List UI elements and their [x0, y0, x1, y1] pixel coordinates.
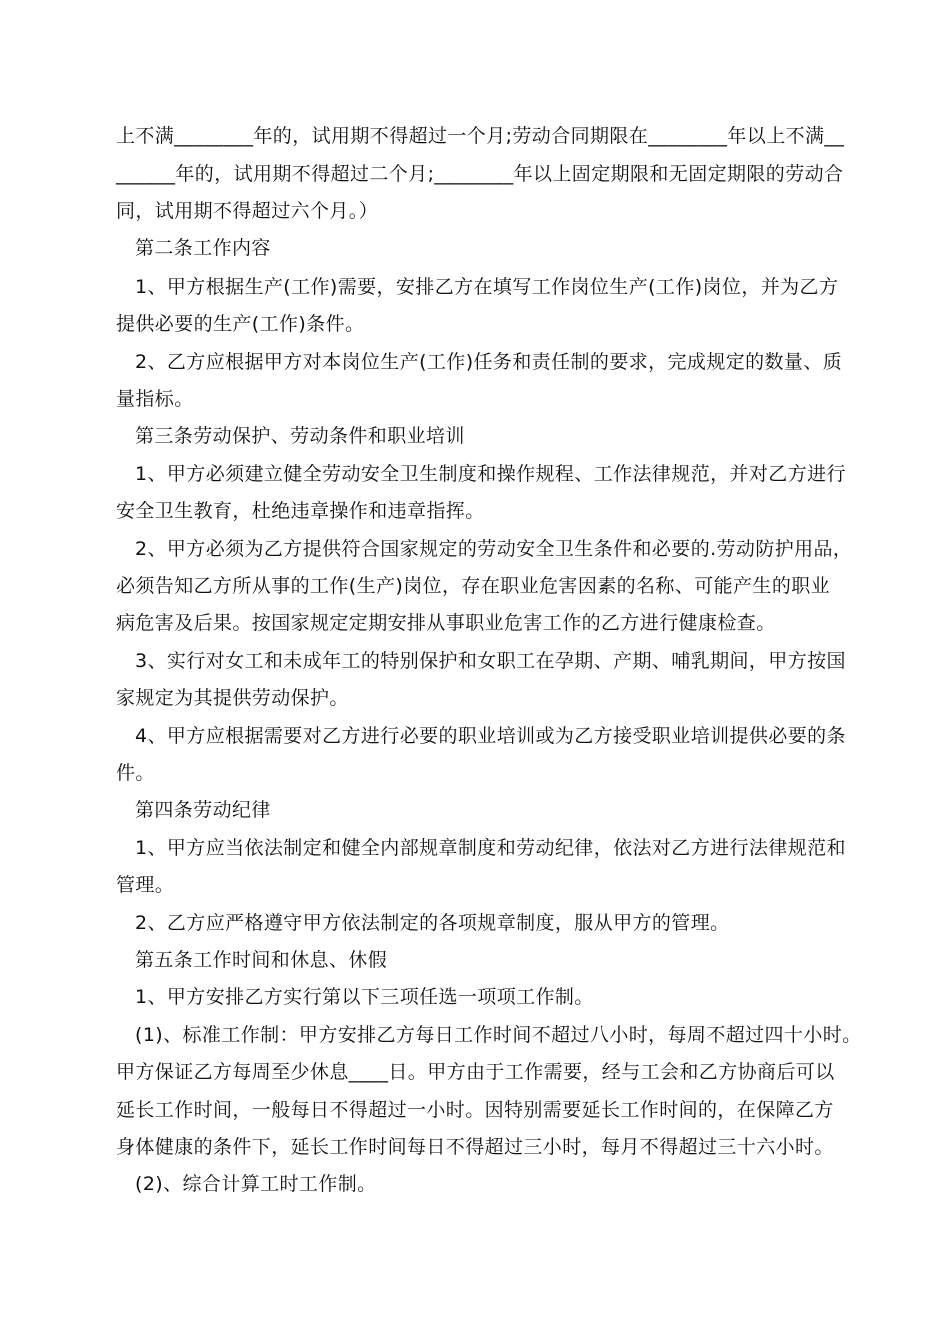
paragraph-line: ______年的，试用期不得超过二个月;________年以上固定期限和无固定期限的劳动合: [116, 163, 844, 185]
paragraph-line: 2、乙方应根据甲方对本岗位生产(工作)任务和责任制的要求，完成规定的数量、质: [135, 351, 843, 373]
paragraph-line: 提供必要的生产(工作)条件。: [116, 313, 365, 335]
paragraph-line: 3、实行对女工和未成年工的特别保护和女职工在孕期、产期、哺乳期间，甲方按国: [135, 650, 846, 672]
section-heading: 第五条工作时间和休息、休假: [135, 949, 388, 971]
paragraph-line: 管理。: [116, 874, 175, 896]
paragraph-line: 1、甲方应当依法制定和健全内部规章制度和劳动纪律，依法对乙方进行法律规范和: [135, 837, 846, 859]
section-heading: 第二条工作内容: [135, 237, 271, 259]
paragraph-line: 件。: [116, 762, 155, 784]
paragraph-line: 1、甲方必须建立健全劳动安全卫生制度和操作规程、工作法律规范，并对乙方进行: [135, 463, 846, 485]
paragraph-line: 2、乙方应严格遵守甲方依法制定的各项规章制度，服从甲方的管理。: [135, 912, 730, 934]
section-heading: 第三条劳动保护、劳动条件和职业培训: [135, 425, 465, 447]
paragraph-line: 安全卫生教育，杜绝违章操作和违章指挥。: [116, 500, 485, 522]
paragraph-line: 1、甲方安排乙方实行第以下三项任选一项项工作制。: [135, 986, 594, 1008]
paragraph-line: 甲方保证乙方每周至少休息____日。甲方由于工作需要，经与工会和乙方协商后可以: [116, 1061, 835, 1083]
paragraph-line: 4、甲方应根据需要对乙方进行必要的职业培训或为乙方接受职业培训提供必要的条: [135, 725, 846, 747]
paragraph-line: 身体健康的条件下，延长工作时间每日不得超过三小时，每月不得超过三十六小时。: [116, 1136, 834, 1158]
paragraph-line: 必须告知乙方所从事的工作(生产)岗位，存在职业危害因素的名称、可能产生的职业: [116, 575, 831, 597]
paragraph-line: (1)、标准工作制：甲方安排乙方每日工作时间不超过八小时，每周不超过四十小时。: [135, 1024, 862, 1046]
section-heading: 第四条劳动纪律: [135, 799, 271, 821]
paragraph-line: 1、甲方根据生产(工作)需要，安排乙方在填写工作岗位生产(工作)岗位，并为乙方: [135, 276, 839, 298]
paragraph-line: 延长工作时间，一般每日不得超过一小时。因特别需要延长工作时间的，在保障乙方: [116, 1099, 834, 1121]
paragraph-line: (2)、综合计算工时工作制。: [135, 1173, 377, 1195]
paragraph-line: 病危害及后果。按国家规定定期安排从事职业危害工作的乙方进行健康检查。: [116, 612, 776, 634]
paragraph-line: 2、甲方必须为乙方提供符合国家规定的劳动安全卫生条件和必要的.劳动防护用品，: [135, 538, 853, 560]
paragraph-line: 量指标。: [116, 388, 194, 410]
paragraph-line: 上不满________年的，试用期不得超过一个月;劳动合同期限在________年以上不满__: [116, 125, 845, 147]
paragraph-line: 家规定为其提供劳动保护。: [116, 687, 349, 709]
paragraph-line: 同，试用期不得超过六个月。）: [116, 200, 379, 222]
